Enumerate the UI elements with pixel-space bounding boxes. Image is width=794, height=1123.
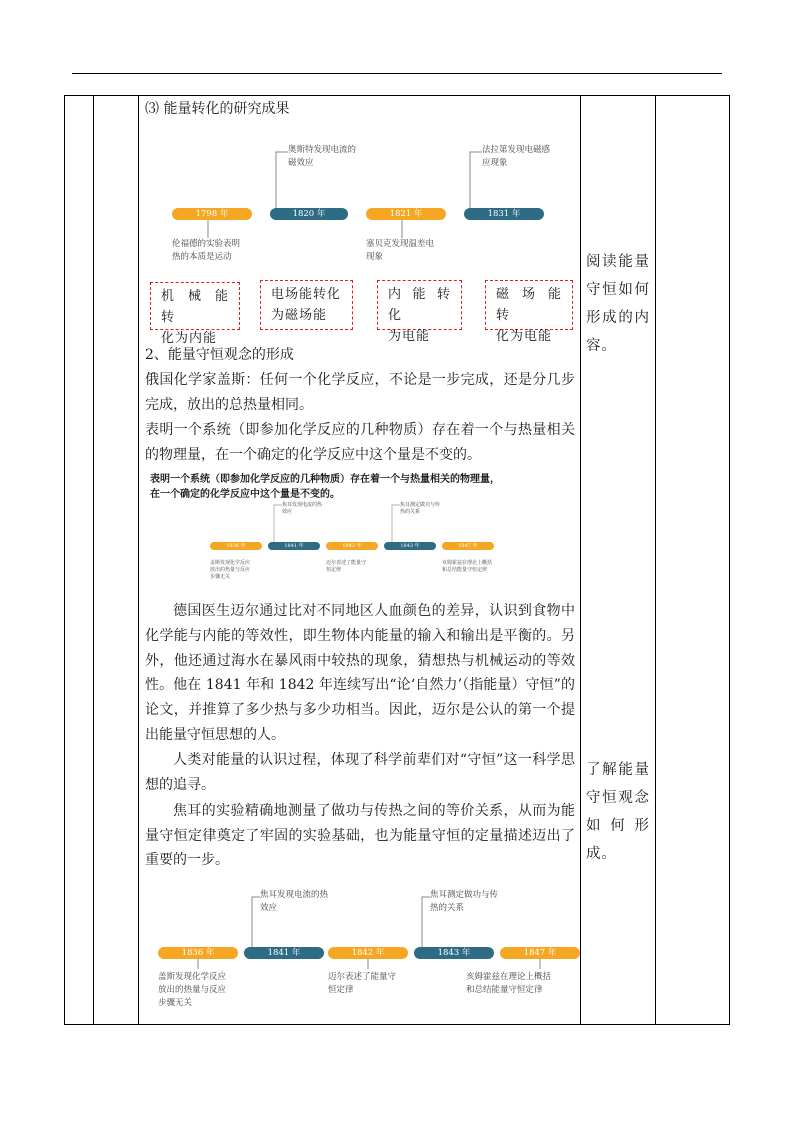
paragraph-mayer: 德国医生迈尔通过比对不同地区人血颜色的差异，认识到食物中化学能与内能的等效性，即生物体内能量的输入和输出是平衡的。另外，他还通过海水在暴风雨中较热的现象，猜想热与机械运动的等效性。他在 1841 年和 1842 年连续写出“论‘自然力’（指能量）守恒”的论文，并推算了多少热与多少功相当。因此，迈尔是公认的第一个提出能量守恒思想的人。 xyxy=(145,603,575,743)
timeline-note: 奥斯特发现电流的 磁效应 xyxy=(288,145,357,168)
side-note-reading: 阅读能量守恒如何形成的内容。 xyxy=(586,254,650,354)
timeline-note: 焦耳发现电流的热 效应 xyxy=(282,502,323,515)
section2-heading: 2、能量守恒观念的形成 xyxy=(145,347,294,363)
timeline-note: 盖斯发现化学反应 放出的热量与反应 步骤无关 xyxy=(158,972,227,1008)
timeline-note: 迈尔表述了能量守 恒定律 xyxy=(328,972,397,995)
section3-heading: ⑶ 能量转化的研究成果 xyxy=(145,101,290,117)
timeline-note: 亥姆霍兹在理论上概括 和总结能量守恒定律 xyxy=(466,972,552,995)
timeline-note: 迈尔表述了能量守 恒定律 xyxy=(326,560,367,573)
year-pill: 1836 年 xyxy=(210,542,262,550)
year-pill: 1847 年 xyxy=(500,947,580,959)
paragraph-human: 人类对能量的认识过程，体现了科学前辈们对“守恒”这一科学思想的追寻。 xyxy=(145,752,575,793)
timeline-note: 塞贝克发现温差电 现象 xyxy=(366,239,435,262)
year-pill: 1843 年 xyxy=(384,542,436,550)
year-pill: 1841 年 xyxy=(244,947,324,959)
side-note-understanding: 了解能量守恒观念如何形成。 xyxy=(586,762,650,862)
paragraph-joule: 焦耳的实验精确地测量了做功与传热之间的等价关系，从而为能量守恒定律奠定了牢固的实验基础，也为能量守恒的定量描述迈出了重要的一步。 xyxy=(145,803,575,868)
column-divider xyxy=(93,96,94,1024)
energy-conversion-box: 内 能 转 化 为电能 xyxy=(377,280,462,330)
timeline-note: 亥姆霍兹在理论上概括 和总结能量守恒定律 xyxy=(442,560,493,573)
year-pill: 1847 年 xyxy=(442,542,494,550)
year-pill: 1798 年 xyxy=(172,208,252,220)
column-divider xyxy=(580,96,581,1024)
energy-conversion-box: 机 械 能 转 化为内能 xyxy=(150,282,240,330)
timeline-note: 盖斯发现化学反应 放出的热量与反应 步骤无关 xyxy=(210,560,251,580)
year-pill: 1843 年 xyxy=(414,947,494,959)
year-pill: 1821 年 xyxy=(366,208,446,220)
energy-conversion-box: 磁 场 能 转 化为电能 xyxy=(485,280,573,330)
year-pill: 1820 年 xyxy=(270,208,348,220)
year-pill: 1841 年 xyxy=(268,542,320,550)
timeline-note: 伦福德的实验表明 热的本质是运动 xyxy=(172,239,241,262)
timeline-note: 焦耳发现电流的热 效应 xyxy=(260,890,329,913)
column-divider xyxy=(655,96,656,1024)
column-divider xyxy=(138,96,139,1024)
figure-caption: 表明一个系统（即参加化学反应的几种物质）存在着一个与热量相关的物理量， 在一个确定的化学反应中这个量是不变的。 xyxy=(150,474,500,500)
timeline-note: 法拉第发现电磁感 应现象 xyxy=(482,145,551,168)
timeline-2 xyxy=(150,885,575,1010)
year-pill: 1831 年 xyxy=(464,208,544,220)
year-pill: 1842 年 xyxy=(328,947,408,959)
paragraph-hess: 俄国化学家盖斯：任何一个化学反应，不论是一步完成，还是分几步完成，放出的总热量相同。 xyxy=(145,372,575,413)
year-pill: 1842 年 xyxy=(326,542,378,550)
paragraph-system: 表明一个系统（即参加化学反应的几种物质）存在着一个与热量相关的物理量，在一个确定的化学反应中这个量是不变的。 xyxy=(145,422,575,463)
timeline-note: 焦耳测定做功与传 热的关系 xyxy=(430,890,499,913)
timeline-1 xyxy=(150,140,570,270)
timeline-note: 焦耳测定做功与传 热的关系 xyxy=(400,502,441,515)
embedded-figure xyxy=(150,472,570,587)
year-pill: 1836 年 xyxy=(158,947,238,959)
energy-conversion-box: 电场能转化 为磁场能 xyxy=(260,280,353,330)
header-rule xyxy=(72,73,722,74)
